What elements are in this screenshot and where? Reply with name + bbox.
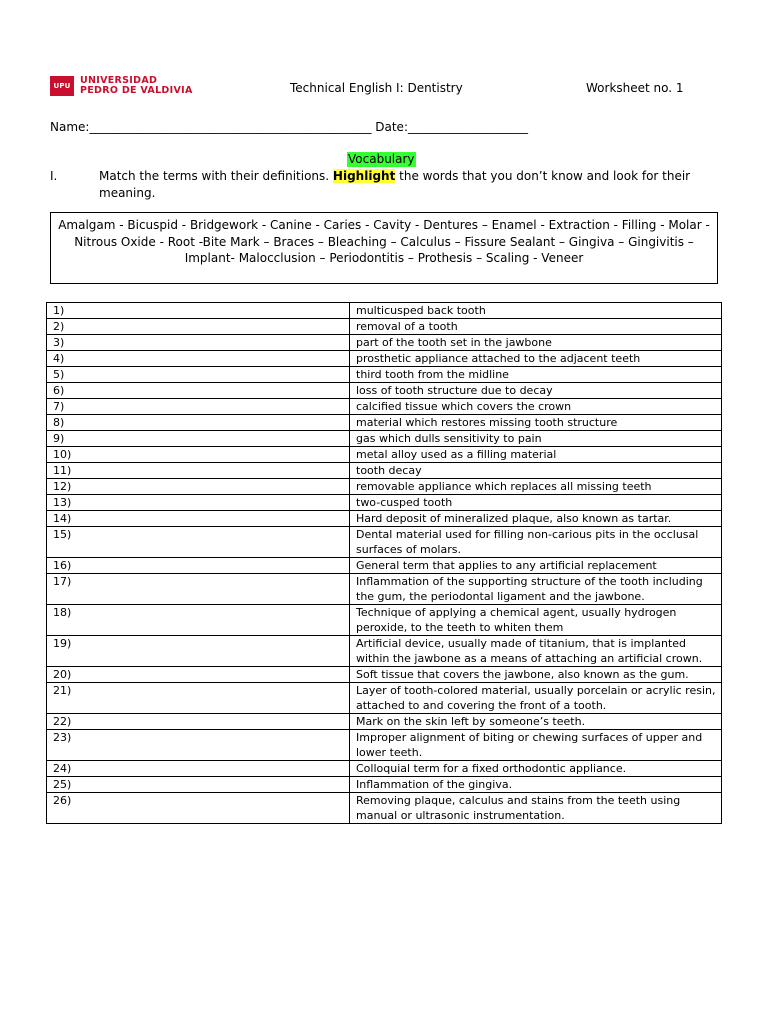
table-row <box>47 730 722 761</box>
name-date-line: Name:_______________________________________________ Date:____________________ <box>50 120 528 134</box>
table-row <box>47 605 722 636</box>
definition-cell: Dental material used for filling non-carious pits in the occlusal surfaces of molars. <box>350 527 722 558</box>
university-logo <box>50 76 193 96</box>
table-row <box>47 351 722 367</box>
answer-cell[interactable]: 24) <box>47 761 350 777</box>
answer-cell[interactable]: 15) <box>47 527 350 558</box>
table-row <box>47 558 722 574</box>
answer-cell[interactable]: 3) <box>47 335 350 351</box>
section-title: Vocabulary <box>348 152 415 166</box>
definition-cell: multicusped back tooth <box>350 303 722 319</box>
answer-cell[interactable]: 10) <box>47 447 350 463</box>
answer-cell[interactable]: 12) <box>47 479 350 495</box>
definition-cell: removable appliance which replaces all missing teeth <box>350 479 722 495</box>
table-row <box>47 683 722 714</box>
table-row <box>47 335 722 351</box>
instruction-text-end: the words that you don’t know and look for their meaning. <box>99 169 691 200</box>
definition-cell: tooth decay <box>350 463 722 479</box>
answer-cell[interactable]: 16) <box>47 558 350 574</box>
table-row <box>47 574 722 605</box>
table-row <box>47 479 722 495</box>
course-title: Technical English I: Dentistry <box>290 81 463 95</box>
answer-cell[interactable]: 6) <box>47 383 350 399</box>
table-row <box>47 527 722 558</box>
definition-cell: metal alloy used as a filling material <box>350 447 722 463</box>
answer-cell[interactable]: 26) <box>47 793 350 824</box>
table-row <box>47 777 722 793</box>
table-row <box>47 495 722 511</box>
table-row <box>47 761 722 777</box>
logo-mark: UPU <box>50 76 74 96</box>
definition-cell: third tooth from the midline <box>350 367 722 383</box>
definition-cell: Mark on the skin left by someone’s teeth. <box>350 714 722 730</box>
table-row <box>47 367 722 383</box>
answer-cell[interactable]: 13) <box>47 495 350 511</box>
table-row <box>47 667 722 683</box>
definitions-table <box>46 302 722 824</box>
logo-wordmark <box>80 76 193 96</box>
answer-cell[interactable]: 21) <box>47 683 350 714</box>
logo-line-2: PEDRO DE VALDIVIA <box>80 85 193 96</box>
definition-cell: part of the tooth set in the jawbone <box>350 335 722 351</box>
answer-cell[interactable]: 11) <box>47 463 350 479</box>
answer-cell[interactable]: 8) <box>47 415 350 431</box>
question-number: I. <box>50 169 58 183</box>
definition-cell: Removing plaque, calculus and stains from the teeth using manual or ultrasonic instrumentation. <box>350 793 722 824</box>
answer-cell[interactable]: 18) <box>47 605 350 636</box>
definition-cell: Inflammation of the gingiva. <box>350 777 722 793</box>
table-row <box>47 511 722 527</box>
answer-cell[interactable]: 9) <box>47 431 350 447</box>
table-row <box>47 303 722 319</box>
definition-cell: calcified tissue which covers the crown <box>350 399 722 415</box>
answer-cell[interactable]: 7) <box>47 399 350 415</box>
definition-cell: gas which dulls sensitivity to pain <box>350 431 722 447</box>
answer-cell[interactable]: 1) <box>47 303 350 319</box>
table-row <box>47 319 722 335</box>
table-row <box>47 447 722 463</box>
answer-cell[interactable]: 17) <box>47 574 350 605</box>
definition-cell: prosthetic appliance attached to the adjacent teeth <box>350 351 722 367</box>
answer-cell[interactable]: 4) <box>47 351 350 367</box>
definition-cell: material which restores missing tooth structure <box>350 415 722 431</box>
table-row <box>47 636 722 667</box>
answer-cell[interactable]: 23) <box>47 730 350 761</box>
table-row <box>47 793 722 824</box>
table-row <box>47 463 722 479</box>
answer-cell[interactable]: 20) <box>47 667 350 683</box>
definition-cell: Hard deposit of mineralized plaque, also known as tartar. <box>350 511 722 527</box>
question-instructions <box>99 168 721 202</box>
answer-cell[interactable]: 19) <box>47 636 350 667</box>
definition-cell: Technique of applying a chemical agent, usually hydrogen peroxide, to the teeth to whiten them <box>350 605 722 636</box>
instruction-text: Match the terms with their definitions. <box>99 169 333 183</box>
definition-cell: Soft tissue that covers the jawbone, also known as the gum. <box>350 667 722 683</box>
definition-cell: removal of a tooth <box>350 319 722 335</box>
answer-cell[interactable]: 2) <box>47 319 350 335</box>
terms-box: Amalgam - Bicuspid - Bridgework - Canine - Caries - Cavity - Dentures – Enamel - Extraction - Filling - Molar - Nitrous Oxide - Root -Bite Mark – Braces – Bleaching – Calculus – Fissure Sealant – Gingiva – Gingivitis – Implant- Malocclusion – Periodontitis – Prothesis – Scaling - Veneer <box>50 212 718 284</box>
table-row <box>47 399 722 415</box>
table-row <box>47 415 722 431</box>
table-row <box>47 383 722 399</box>
answer-cell[interactable]: 14) <box>47 511 350 527</box>
definition-cell: Inflammation of the supporting structure of the tooth including the gum, the periodontal ligament and the jawbone. <box>350 574 722 605</box>
definition-cell: Artificial device, usually made of titanium, that is implanted within the jawbone as a means of attaching an artificial crown. <box>350 636 722 667</box>
table-row <box>47 431 722 447</box>
definition-cell: Improper alignment of biting or chewing surfaces of upper and lower teeth. <box>350 730 722 761</box>
worksheet-number: Worksheet no. 1 <box>586 81 684 95</box>
definitions-table-body <box>47 303 722 824</box>
highlight-word: Highlight <box>332 169 396 183</box>
table-row <box>47 714 722 730</box>
answer-cell[interactable]: 25) <box>47 777 350 793</box>
definition-cell: General term that applies to any artificial replacement <box>350 558 722 574</box>
definition-cell: Layer of tooth-colored material, usually porcelain or acrylic resin, attached to and covering the front of a tooth. <box>350 683 722 714</box>
definition-cell: Colloquial term for a fixed orthodontic appliance. <box>350 761 722 777</box>
answer-cell[interactable]: 5) <box>47 367 350 383</box>
definition-cell: two-cusped tooth <box>350 495 722 511</box>
logo-line-1: UNIVERSIDAD <box>80 75 158 86</box>
definition-cell: loss of tooth structure due to decay <box>350 383 722 399</box>
answer-cell[interactable]: 22) <box>47 714 350 730</box>
